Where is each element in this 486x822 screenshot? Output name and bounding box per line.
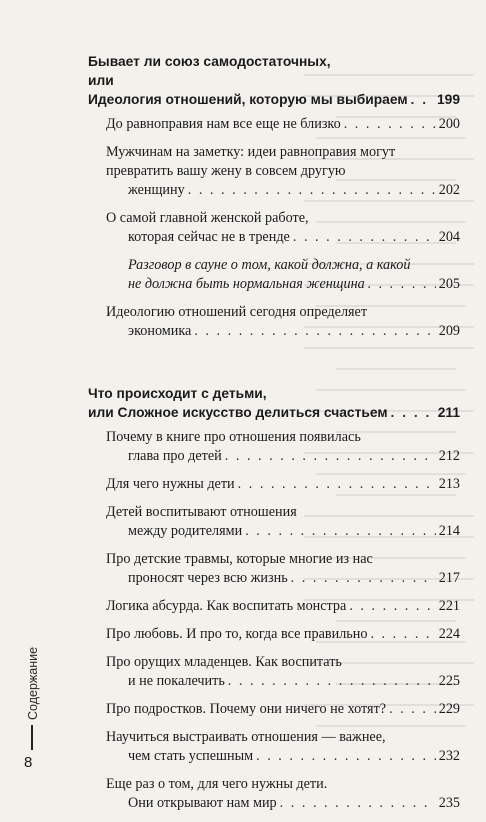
toc-entry-last-line <box>106 794 460 813</box>
dot-leader <box>349 597 435 616</box>
spacer <box>88 466 460 475</box>
toc-entry-body <box>106 625 460 644</box>
toc-entry-body <box>106 775 460 813</box>
toc-entry-page-number: 232 <box>438 748 460 764</box>
toc-entry[interactable] <box>106 475 460 494</box>
toc-entry[interactable] <box>106 728 460 766</box>
toc-entry-text: между родителями <box>128 523 243 539</box>
spacer <box>88 616 460 625</box>
toc-entry-line: Про детские травмы, которые многие из нас <box>106 551 373 567</box>
dot-leader <box>225 447 436 466</box>
section-title-line: Бывает ли союз самодостаточных, <box>88 54 331 69</box>
running-head-text: Содержание <box>26 646 40 720</box>
spacer <box>88 200 460 209</box>
toc-entry-line: Разговор в сауне о том, какой должна, а какой <box>128 257 411 273</box>
toc-entry[interactable] <box>106 653 460 691</box>
toc-entry-last-line <box>106 228 460 247</box>
section-title-line: Что происходит с детьми, <box>88 386 267 401</box>
toc-entry-body <box>106 428 460 466</box>
toc-entry-text: Про подростков. Почему они ничего не хотят? <box>106 701 387 717</box>
toc-entry-last-line <box>106 115 460 134</box>
page-number: 8 <box>24 754 33 771</box>
toc-entry-text: которая сейчас не в тренде <box>128 229 290 245</box>
dot-leader <box>256 747 436 766</box>
section-page-number: 211 <box>437 405 460 420</box>
toc-entry-line: О самой главной женской работе, <box>106 210 309 226</box>
toc-entry-body <box>106 550 460 588</box>
toc-entry-last-line <box>106 672 460 691</box>
toc-entry-text: Про любовь. И про то, когда все правильно <box>106 626 368 642</box>
toc-entry-text: До равноправия нам все еще не близко <box>106 116 341 132</box>
running-head-rule <box>31 725 33 750</box>
section-title-text: или Сложное искусство делиться счастьем <box>88 405 388 420</box>
toc-entry-body <box>106 475 460 494</box>
toc-entry-body <box>106 143 460 200</box>
section-title-last-line <box>88 90 460 109</box>
dot-leader <box>188 181 436 200</box>
dot-leader <box>391 403 435 422</box>
dot-leader <box>194 322 435 341</box>
spacer <box>88 494 460 503</box>
toc-entry-text: и не покалечить <box>128 673 225 689</box>
toc-entry-last-line <box>106 322 460 341</box>
toc-entry-text: экономика <box>128 323 192 339</box>
toc-entry-body <box>106 115 460 134</box>
dot-leader <box>245 522 436 541</box>
toc-entry[interactable] <box>106 775 460 813</box>
section-title[interactable] <box>88 52 460 109</box>
spacer <box>88 644 460 653</box>
dot-leader <box>291 569 436 588</box>
toc-entry[interactable] <box>106 209 460 247</box>
spacer <box>88 294 460 303</box>
section-title-text: Идеология отношений, которую мы выбираем <box>88 92 408 107</box>
toc-entry-page-number: 229 <box>438 701 460 717</box>
toc-entry-page-number: 202 <box>438 182 460 198</box>
section-title-line: или <box>88 73 114 88</box>
toc-entry-text: чем стать успешным <box>128 748 254 764</box>
toc-entry-page-number: 205 <box>438 276 460 292</box>
spacer <box>88 813 460 822</box>
toc-entry-page-number: 204 <box>438 229 460 245</box>
toc-entry-line: Мужчинам на заметку: идеи равноправия могут <box>106 144 396 160</box>
toc-entry-last-line <box>106 181 460 200</box>
toc-entry-text: глава про детей <box>128 448 222 464</box>
toc-entry-body <box>128 256 460 294</box>
toc-entry-page-number: 225 <box>438 673 460 689</box>
spacer <box>88 766 460 775</box>
spacer <box>88 541 460 550</box>
toc-entry-body <box>106 303 460 341</box>
toc-entry-text: Они открывают нам мир <box>128 795 277 811</box>
section-title-last-line <box>88 403 460 422</box>
toc-entry[interactable] <box>106 428 460 466</box>
toc-entry-text: Для чего нужны дети <box>106 476 235 492</box>
section-page-number: 199 <box>436 92 460 107</box>
spacer <box>88 588 460 597</box>
toc-entry[interactable] <box>106 143 460 200</box>
toc-entry-line: Идеологию отношений сегодня определяет <box>106 304 368 320</box>
section-title[interactable] <box>88 384 460 422</box>
toc-entry-last-line <box>106 447 460 466</box>
dot-leader <box>238 475 436 494</box>
toc-entry-last-line <box>106 700 460 719</box>
toc-entry-body <box>106 653 460 691</box>
toc-entry[interactable] <box>106 700 460 719</box>
toc-entry-page-number: 209 <box>438 323 460 339</box>
toc-entry-last-line <box>106 747 460 766</box>
toc-entry-text: проносят через всю жизнь <box>128 570 288 586</box>
toc-entry-page-number: 200 <box>438 116 460 132</box>
toc-entry-page-number: 214 <box>438 523 460 539</box>
toc-entry-line: Научиться выстраивать отношения — важнее, <box>106 729 386 745</box>
toc-entry-last-line <box>106 522 460 541</box>
toc-entry-line: Еще раз о том, для чего нужны дети. <box>106 776 328 792</box>
toc-entry-page-number: 213 <box>438 476 460 492</box>
toc-entry-page-number: 212 <box>438 448 460 464</box>
dot-leader <box>293 228 436 247</box>
toc-entry[interactable] <box>106 256 460 294</box>
spacer <box>88 719 460 728</box>
toc-entry-last-line <box>128 275 460 294</box>
toc-entry-last-line <box>106 625 460 644</box>
toc-entry-line: Про орущих младенцев. Как воспитать <box>106 654 342 670</box>
toc-entry-line: Детей воспитывают отношения <box>106 504 297 520</box>
spacer <box>88 247 460 256</box>
toc-entry-body <box>106 700 460 719</box>
toc-entry[interactable] <box>106 597 460 616</box>
toc-entry[interactable] <box>106 303 460 341</box>
toc-entry-text: не должна быть нормальная женщина <box>128 276 365 292</box>
toc-entry-page-number: 217 <box>438 570 460 586</box>
toc-entry[interactable] <box>106 503 460 541</box>
toc-entry[interactable] <box>106 115 460 134</box>
spacer <box>88 691 460 700</box>
toc-entry-body <box>106 597 460 616</box>
toc-entry-last-line <box>106 597 460 616</box>
dot-leader <box>368 275 436 294</box>
spacer <box>88 134 460 143</box>
spacer <box>88 341 460 350</box>
toc-entry-line: превратить вашу жену в совсем другую <box>106 163 346 179</box>
toc-entry-body <box>106 503 460 541</box>
table-of-contents <box>88 52 460 822</box>
toc-entry-body <box>106 728 460 766</box>
toc-entry-text: Логика абсурда. Как воспитать монстра <box>106 598 347 614</box>
toc-entry-page-number: 221 <box>438 598 460 614</box>
dot-leader <box>280 794 436 813</box>
dot-leader <box>411 90 434 109</box>
toc-entry[interactable] <box>106 550 460 588</box>
toc-entry-last-line <box>106 475 460 494</box>
toc-entry-page-number: 235 <box>438 795 460 811</box>
toc-entry-page-number: 224 <box>438 626 460 642</box>
section-gap <box>88 350 460 384</box>
toc-entry[interactable] <box>106 625 460 644</box>
dot-leader <box>344 115 436 134</box>
running-head <box>18 620 40 720</box>
dot-leader <box>389 700 436 719</box>
toc-entry-text: женщину <box>128 182 185 198</box>
dot-leader <box>228 672 436 691</box>
toc-entry-line: Почему в книге про отношения появилась <box>106 429 361 445</box>
dot-leader <box>370 625 435 644</box>
toc-entry-last-line <box>106 569 460 588</box>
toc-entry-body <box>106 209 460 247</box>
